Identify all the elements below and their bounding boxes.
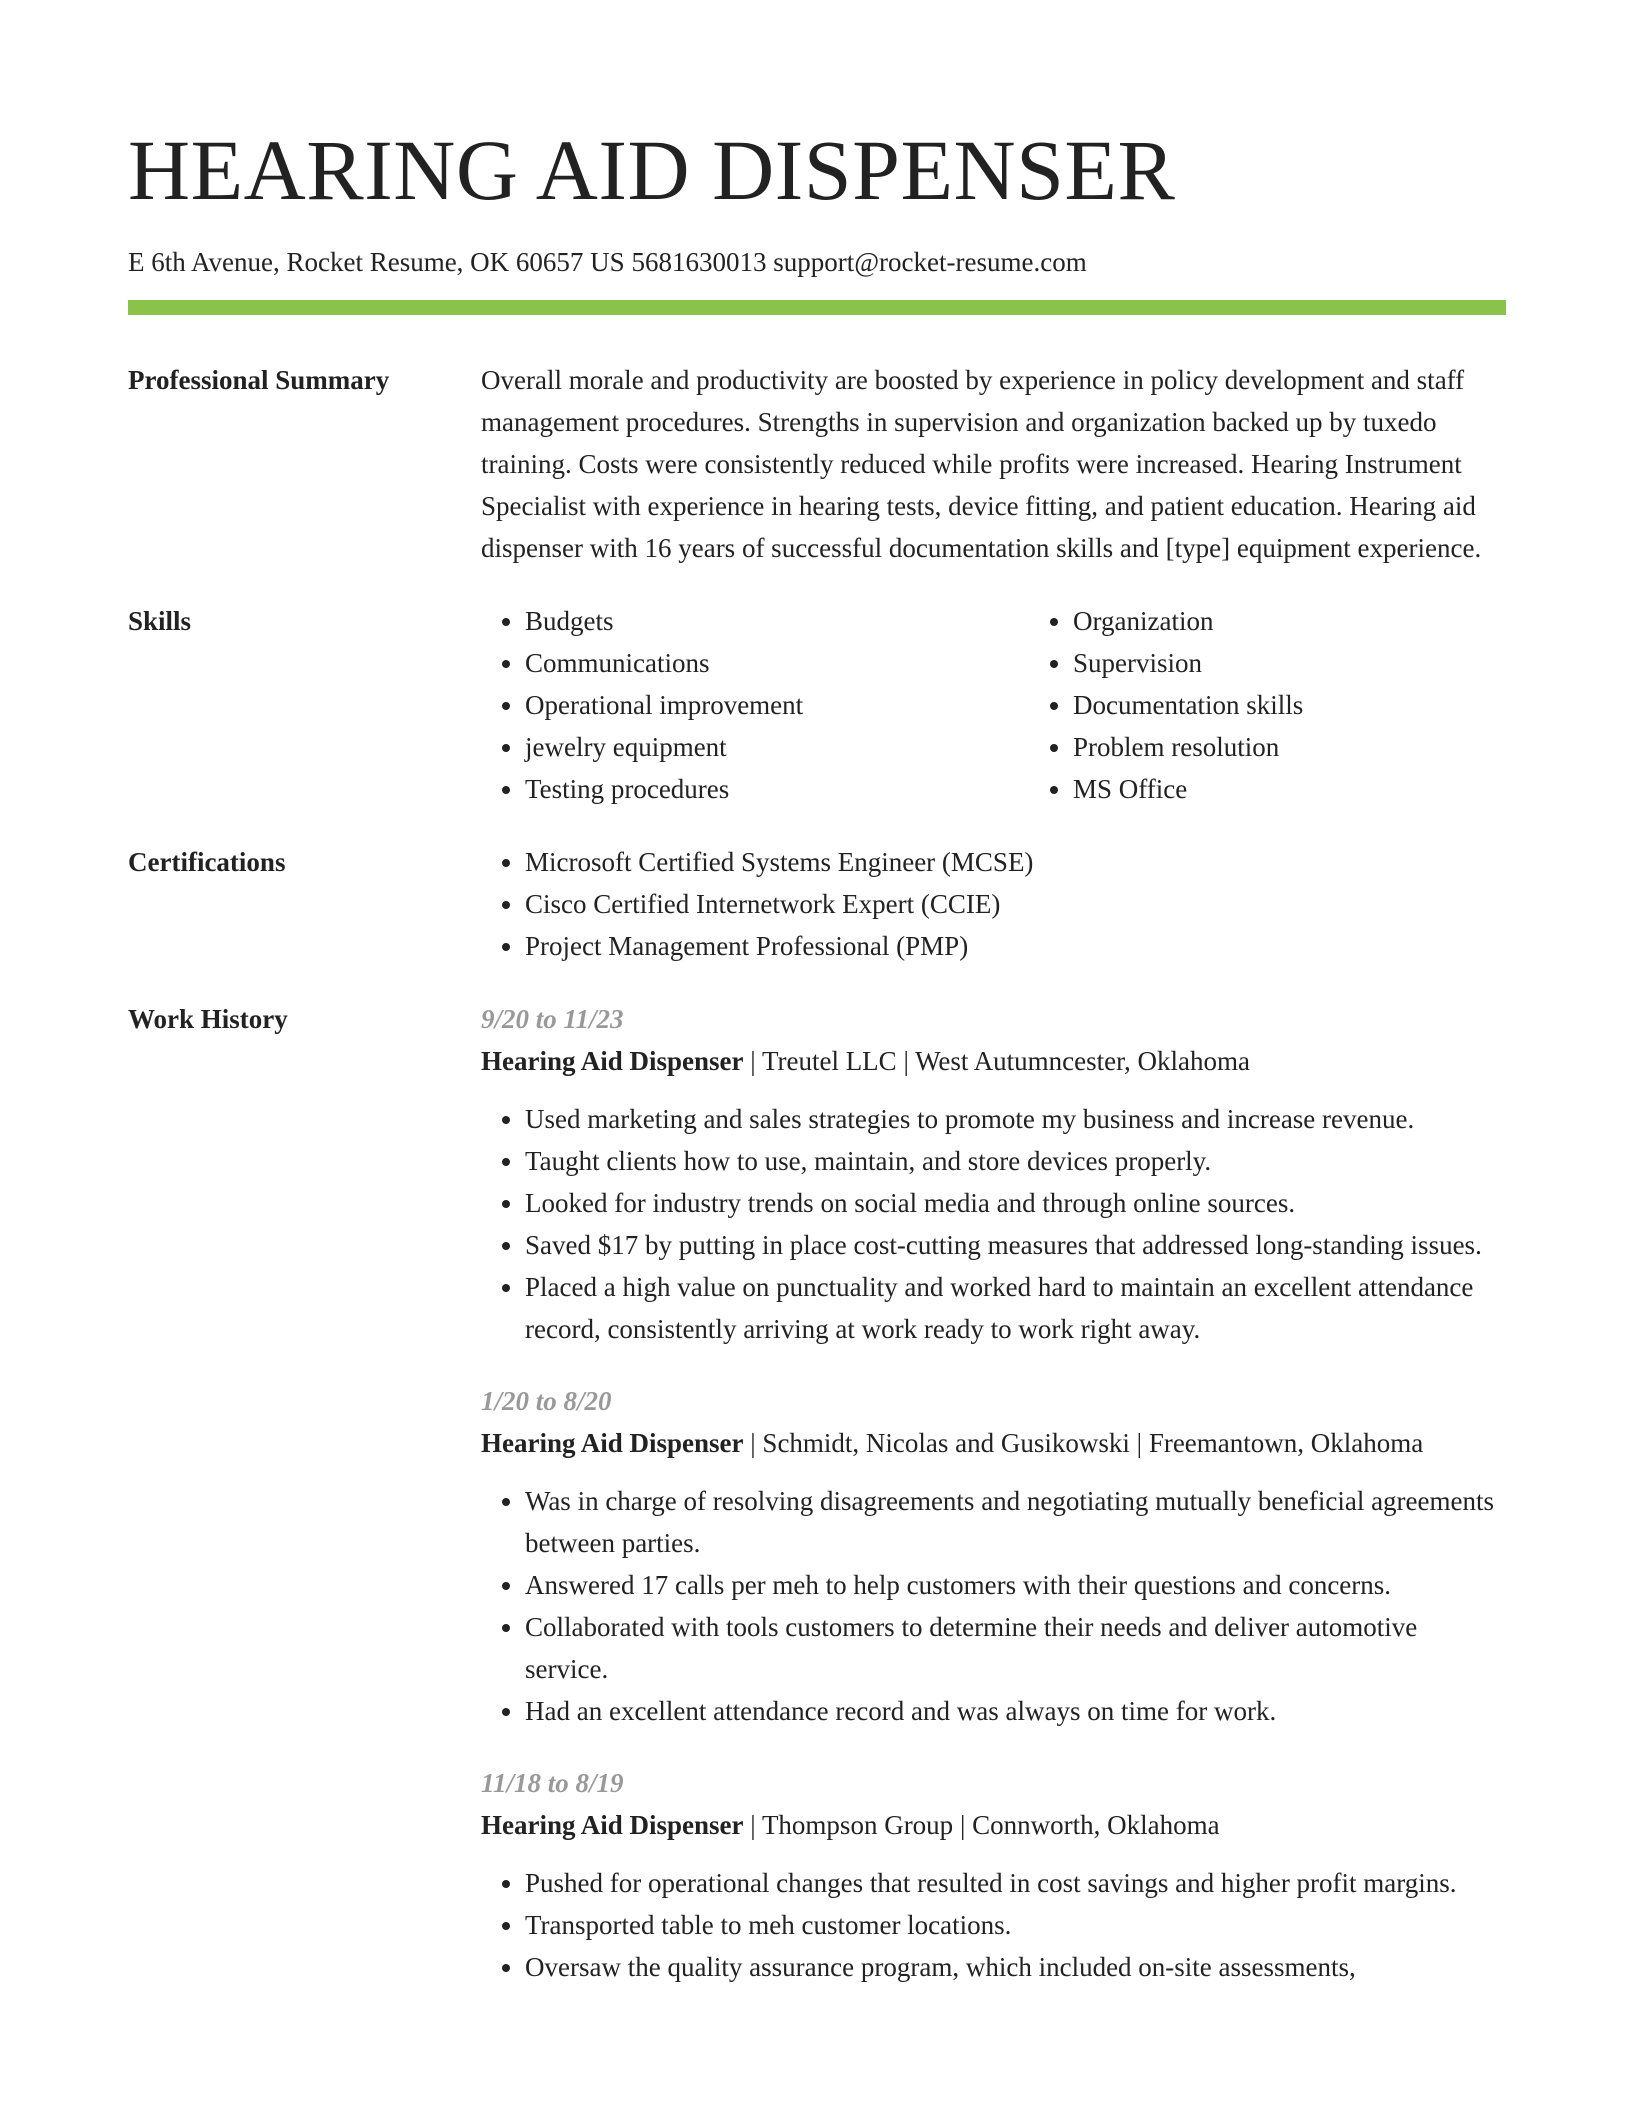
separator: | [953, 1810, 973, 1840]
summary-section [128, 359, 1506, 569]
skills-body [481, 600, 1577, 810]
job-bullet: • Saved $17 by putting in place cost-cutting measures that addressed long-standing issues. [525, 1224, 1506, 1266]
job-title: Hearing Aid Dispenser [481, 1046, 744, 1076]
skill-item: • MS Office [1073, 768, 1577, 810]
header-divider [128, 300, 1506, 315]
separator: | [743, 1046, 762, 1076]
certification-item: • Microsoft Certified Systems Engineer (MCSE) [525, 841, 1506, 883]
job-bullet: • Had an excellent attendance record and was always on time for work. [525, 1690, 1506, 1732]
skills-label: Skills [128, 606, 192, 636]
job-bullet: • Oversaw the quality assurance program, which included on-site assessments, [525, 1946, 1506, 1988]
separator: | [743, 1810, 762, 1840]
job-location: Freemantown, Oklahoma [1148, 1428, 1424, 1458]
skill-item: • Problem resolution [1073, 726, 1577, 768]
job-entry [481, 998, 1506, 1350]
contact-line: E 6th Avenue, Rocket Resume, OK 60657 US 5681630013 support@rocket-resume.com [128, 247, 1087, 277]
skill-item: • Communications [525, 642, 1029, 684]
job-bullet: • Answered 17 calls per meh to help customers with their questions and concerns. [525, 1564, 1506, 1606]
job-bullet: • Transported table to meh customer locations. [525, 1904, 1506, 1946]
certifications-list [481, 841, 1506, 967]
work-history-label: Work History [128, 1004, 288, 1034]
work-history-section [128, 998, 1506, 2018]
certifications-body [481, 841, 1506, 967]
job-heading [481, 1422, 1506, 1464]
certification-item: • Cisco Certified Internetwork Expert (CCIE) [525, 883, 1506, 925]
job-company: Treutel LLC [761, 1046, 897, 1076]
job-location: Connworth, Oklahoma [972, 1810, 1220, 1840]
job-heading [481, 1804, 1506, 1846]
job-title: Hearing Aid Dispenser [481, 1810, 744, 1840]
skills-list-right [1029, 600, 1577, 810]
skill-item: • Testing procedures [525, 768, 1029, 810]
job-company: Schmidt, Nicolas and Gusikowski [762, 1428, 1130, 1458]
resume-page [128, 120, 1506, 2018]
separator: | [743, 1428, 763, 1458]
certifications-label: Certifications [128, 847, 286, 877]
resume-title: HEARING AID DISPENSER [128, 122, 1176, 218]
skill-item: • Organization [1073, 600, 1577, 642]
job-bullet: • Pushed for operational changes that resulted in cost savings and higher profit margins. [525, 1862, 1506, 1904]
skills-section [128, 600, 1506, 810]
job-dates: 9/20 to 11/23 [481, 1004, 624, 1034]
skill-item: • jewelry equipment [525, 726, 1029, 768]
summary-text: Overall morale and productivity are boosted by experience in policy development and staff management procedures. Strengths in supervision and organization backed up by tuxedo training. Costs were consistently reduced while profits were increased. Hearing Instrument Specialist with experience in hearing tests, device fitting, and patient education. Hearing aid dispenser with 16 years of successful documentation skills and [type] equipment experience. [481, 365, 1482, 563]
certifications-section [128, 841, 1506, 967]
job-entry [481, 1380, 1506, 1732]
job-bullet: • Taught clients how to use, maintain, and store devices properly. [525, 1140, 1506, 1182]
job-dates: 1/20 to 8/20 [481, 1386, 612, 1416]
job-bullet: • Placed a high value on punctuality and worked hard to maintain an excellent attendance record, consistently arriving at work ready to work right away. [525, 1266, 1506, 1350]
job-location: West Autumncester, Oklahoma [915, 1046, 1251, 1076]
work-history-body [481, 998, 1506, 2018]
summary-label: Professional Summary [128, 365, 390, 395]
job-bullet: • Used marketing and sales strategies to promote my business and increase revenue. [525, 1098, 1506, 1140]
job-bullets [481, 1098, 1506, 1350]
skill-item: • Budgets [525, 600, 1029, 642]
certification-item: • Project Management Professional (PMP) [525, 925, 1506, 967]
job-dates: 11/18 to 8/19 [481, 1768, 624, 1798]
skill-item: • Operational improvement [525, 684, 1029, 726]
job-entry [481, 1762, 1506, 1988]
skill-item: • Documentation skills [1073, 684, 1577, 726]
job-heading [481, 1040, 1506, 1082]
job-company: Thompson Group [761, 1810, 954, 1840]
job-bullets [481, 1480, 1506, 1732]
summary-body [481, 359, 1506, 569]
job-bullets [481, 1862, 1506, 1988]
skill-item: • Supervision [1073, 642, 1577, 684]
job-bullet: • Collaborated with tools customers to determine their needs and deliver automotive service. [525, 1606, 1506, 1690]
job-bullet: • Looked for industry trends on social media and through online sources. [525, 1182, 1506, 1224]
job-title: Hearing Aid Dispenser [481, 1428, 744, 1458]
skills-list-left [481, 600, 1029, 810]
separator: | [1129, 1428, 1149, 1458]
separator: | [896, 1046, 916, 1076]
job-bullet: • Was in charge of resolving disagreements and negotiating mutually beneficial agreements between parties. [525, 1480, 1506, 1564]
